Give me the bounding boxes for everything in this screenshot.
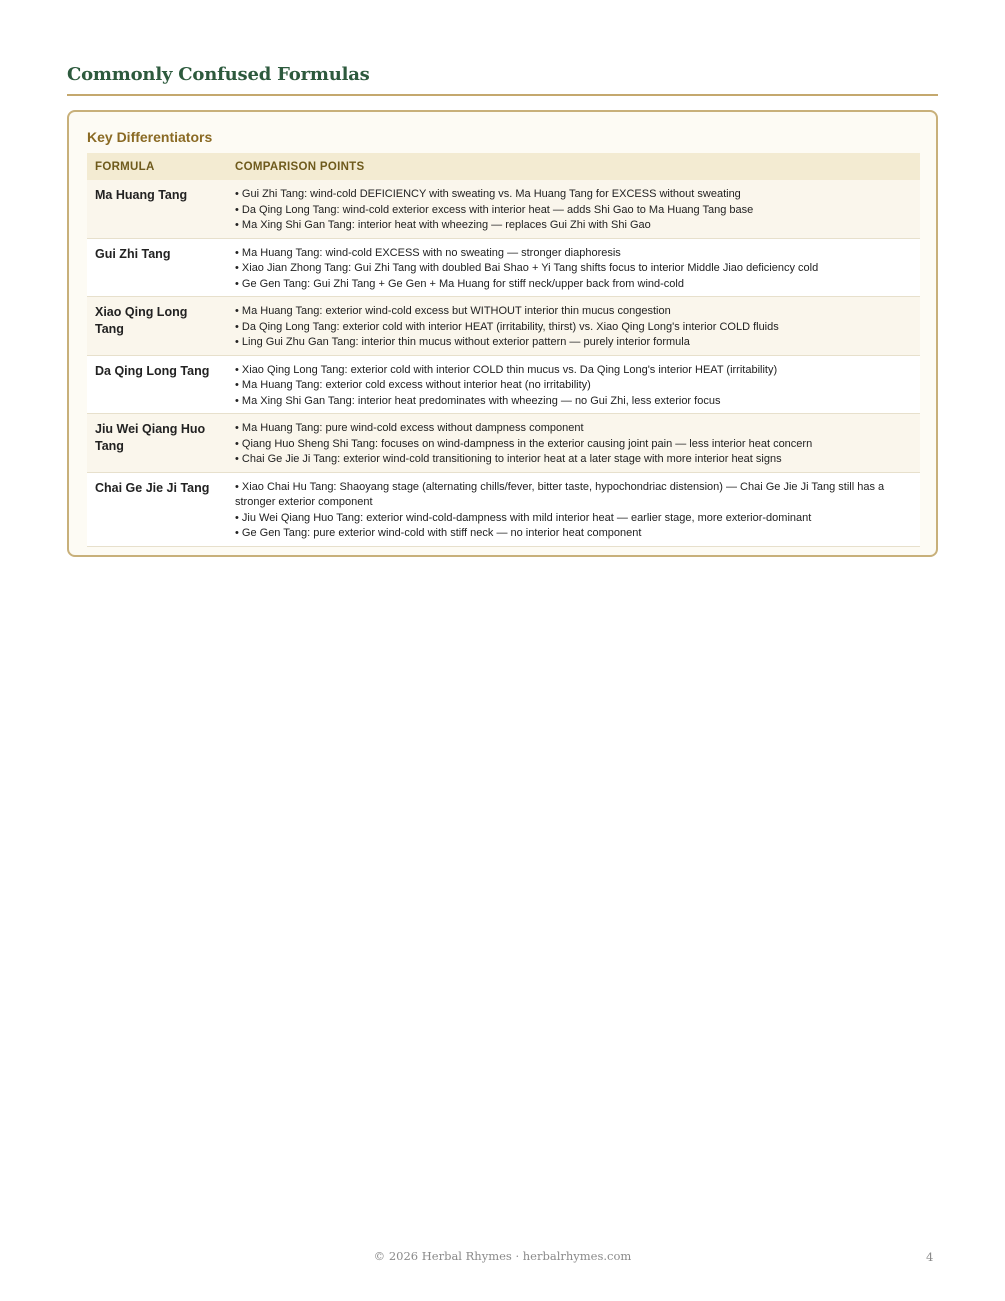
comparison-point: • Ma Xing Shi Gan Tang: interior heat predominates with wheezing — no Gui Zhi, less exterior focus: [235, 394, 721, 407]
table-row: [87, 414, 920, 473]
comparison-point: • Gui Zhi Tang: wind-cold DEFICIENCY with sweating vs. Ma Huang Tang for EXCESS without sweating: [235, 188, 741, 200]
comparison-point: • Xiao Jian Zhong Tang: Gui Zhi Tang with doubled Bai Shao + Yi Tang shifts focus to interior Middle Jiao deficiency cold: [235, 262, 819, 274]
comparison-point: • Ma Huang Tang: exterior cold excess without interior heat (no irritability): [235, 379, 591, 391]
comparison-point: • Qiang Huo Sheng Shi Tang: focuses on wind-dampness in the exterior causing joint pain — less interior heat concern: [235, 437, 813, 450]
comparison-point: • Ge Gen Tang: Gui Zhi Tang + Ge Gen + Ma Huang for stiff neck/upper back from wind-cold: [235, 277, 684, 290]
key-differentiators-card: [67, 110, 938, 557]
comparison-point: • Xiao Qing Long Tang: exterior cold with interior COLD thin mucus vs. Da Qing Long's interior HEAT (irritability): [235, 363, 778, 376]
formula-cell: [87, 414, 227, 473]
comparison-point: • Ma Xing Shi Gan Tang: interior heat with wheezing — replaces Gui Zhi with Shi Gao: [235, 219, 651, 231]
differentiators-table: [87, 153, 920, 547]
comparison-point: • Ma Huang Tang: wind-cold EXCESS with no sweating — stronger diaphoresis: [235, 246, 621, 259]
title-divider: [67, 94, 938, 96]
comparison-point: • Jiu Wei Qiang Huo Tang: exterior wind-cold-dampness with mild interior heat — earlier stage, more exterior-dominant: [235, 511, 812, 524]
formula-name: Chai Ge Jie Ji Tang: [95, 480, 210, 495]
comparison-cell: [227, 414, 920, 473]
comparison-cell: [227, 180, 920, 238]
comparison-point: • Ge Gen Tang: pure exterior wind-cold with stiff neck — no interior heat component: [235, 527, 642, 539]
formula-name: Gui Zhi Tang: [95, 246, 171, 261]
table-row: [87, 297, 920, 356]
formula-cell: [87, 238, 227, 297]
formula-name: Ma Huang Tang: [95, 188, 188, 202]
comparison-cell: [227, 355, 920, 414]
formula-cell: [87, 355, 227, 414]
page-number: 4: [926, 1250, 934, 1264]
formula-cell: [87, 472, 227, 546]
table-header-row: [87, 153, 920, 180]
card-title: Key Differentiators: [87, 129, 213, 145]
comparison-cell: [227, 238, 920, 297]
comparison-point: • Ma Huang Tang: pure wind-cold excess without dampness component: [235, 422, 584, 434]
section-title: Commonly Confused Formulas: [67, 64, 370, 85]
formula-column-header: FORMULA: [87, 153, 227, 180]
table-row: [87, 180, 920, 238]
table-row: [87, 355, 920, 414]
comparison-point: • Ma Huang Tang: exterior wind-cold excess but WITHOUT interior thin mucus congestion: [235, 305, 671, 317]
footer-copyright: © 2026 Herbal Rhymes · herbalrhymes.com: [373, 1249, 632, 1263]
table-row: [87, 238, 920, 297]
formula-name: Da Qing Long Tang: [95, 363, 210, 378]
comparison-point: • Da Qing Long Tang: exterior cold with interior HEAT (irritability, thirst) vs. Xiao Qing Long's interior COLD fluids: [235, 320, 779, 333]
comparison-cell: [227, 472, 920, 546]
comparison-point: • Ling Gui Zhu Gan Tang: interior thin mucus without exterior pattern — purely interior formula: [235, 336, 690, 348]
comparison-point: • Chai Ge Jie Ji Tang: exterior wind-cold transitioning to interior heat at a later stage with more interior heat signs: [235, 453, 782, 465]
comparison-cell: [227, 297, 920, 356]
comparison-point: • Xiao Chai Hu Tang: Shaoyang stage (alternating chills/fever, bitter taste, hypochondriac distension) — Chai Ge Jie Ji Tang still has a stronger exterior component: [235, 480, 885, 508]
formula-name: Xiao Qing Long Tang: [95, 305, 188, 336]
formula-name: Jiu Wei Qiang Huo Tang: [95, 422, 206, 453]
comparison-column-header: COMPARISON POINTS: [227, 153, 920, 180]
comparison-point: • Da Qing Long Tang: wind-cold exterior excess with interior heat — adds Shi Gao to Ma Huang Tang base: [235, 203, 754, 216]
table-row: [87, 472, 920, 546]
formula-cell: [87, 180, 227, 238]
formula-cell: [87, 297, 227, 356]
